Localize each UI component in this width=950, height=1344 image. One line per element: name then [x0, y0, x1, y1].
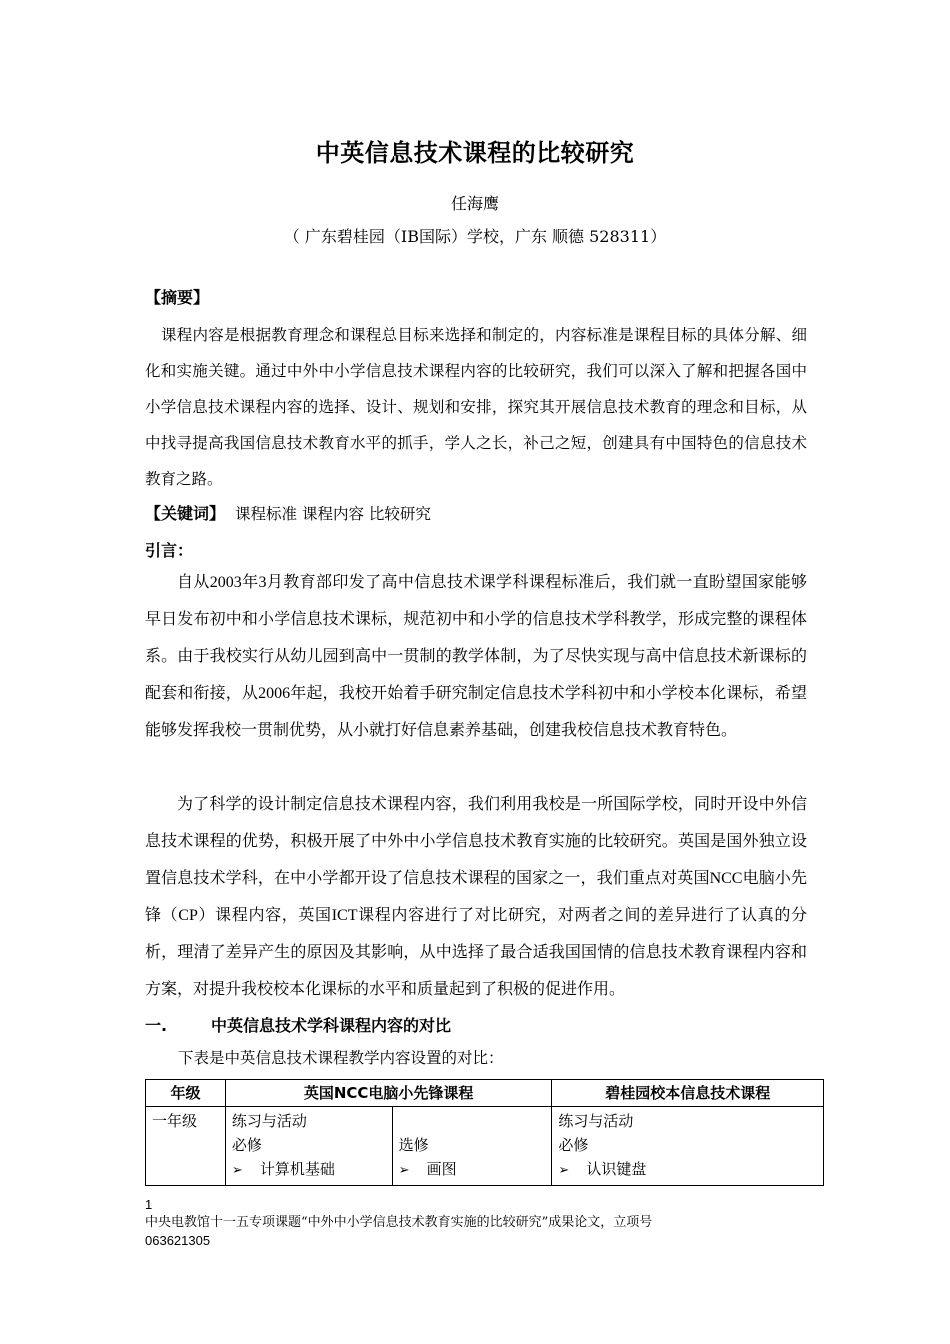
- bgy-required-item: [558, 1157, 817, 1183]
- header-grade: 年级: [146, 1080, 226, 1107]
- cell-ncc-elective: [392, 1107, 552, 1186]
- abstract-text: 课程内容是根据教育理念和课程总目标来选择和制定的，内容标准是课程目标的具体分解、细化和实施关键。通过中外中小学信息技术课程内容的比较研究，我们可以深入了解和把握各国中小学信息技术课程内容的选择、设计、规划和安排，探究其开展信息技术教育的理念和目标，从中找寻提高我国信息技术教育水平的抓手，学人之长，补己之短，创建具有中国特色的信息技术教育之路。: [145, 326, 807, 488]
- arrow-bullet-icon: ➢: [231, 1163, 243, 1178]
- ncc-elective-item-text: 画图: [426, 1160, 457, 1178]
- ncc-activity-title: 练习与活动: [231, 1112, 307, 1130]
- keywords-line: [145, 501, 807, 524]
- bgy-required-item-text: 认识键盘: [586, 1160, 647, 1178]
- intro-paragraph-1: 自从2003年3月教育部印发了高中信息技术课学科课程标准后，我们就一直盼望国家能够早日发布初中和小学信息技术课标，规范初中和小学的信息技术学科教学，形成完整的课程体系。由于我校实行从幼儿园到高中一贯制的教学体制，为了尽快实现与高中信息技术新课标的配套和衔接，从2006年起，我校开始着手研究制定信息技术学科初中和小学校本化课标，希望能够发挥我校一贯制优势，从小就打好信息素养基础，创建我校信息技术教育特色。: [145, 574, 807, 739]
- cell-bgy: [552, 1107, 824, 1186]
- ncc-required-label: 必修: [231, 1136, 262, 1154]
- footnote-text: 中央电教馆十一五专项课题“中外中小学信息技术教育实施的比较研究”成果论文，立项号: [145, 1215, 653, 1230]
- footnote-number: 1: [145, 1197, 153, 1212]
- bgy-required-label: 必修: [558, 1136, 589, 1154]
- section-heading: [145, 1013, 451, 1036]
- comparison-table: [145, 1079, 824, 1186]
- ncc-required-item: [232, 1157, 386, 1183]
- ncc-required-item-text: 计算机基础: [259, 1160, 335, 1178]
- intro-paragraph-2: 为了科学的设计制定信息技术课程内容，我们利用我校是一所国际学校，同时开设中外信息技术课程的优势，积极开展了中外中小学信息技术教育实施的比较研究。英国是国外独立设置信息技术学科，在中小学都开设了信息技术课程的国家之一，我们重点对英国NCC电脑小先锋（CP）课程内容，英国ICT课程内容进行了对比研究，对两者之间的差异进行了认真的分析，理清了差异产生的原因及其影响，从中选择了最合适我国国情的信息技术教育课程内容和方案，对提升我校校本化课标的水平和质量起到了积极的促进作用。: [145, 796, 807, 998]
- intro-label: 引言：: [145, 541, 194, 560]
- cell-ncc-required: [225, 1107, 392, 1186]
- header-bgy: 碧桂园校本信息技术课程: [552, 1080, 824, 1107]
- section-title: 中英信息技术学科课程内容的对比: [211, 1016, 452, 1035]
- keywords-text: 课程标准 课程内容 比较研究: [235, 505, 431, 523]
- grade-label: 一年级: [152, 1112, 198, 1130]
- footnote-code: 063621305: [145, 1233, 211, 1248]
- arrow-bullet-icon: ➢: [558, 1163, 570, 1178]
- table-header-row: [146, 1080, 824, 1107]
- abstract-label: 【摘要】: [145, 288, 210, 307]
- paper-title: 中英信息技术课程的比较研究: [315, 139, 635, 167]
- header-ncc: 英国NCC电脑小先锋课程: [225, 1080, 552, 1107]
- ncc-elective-label: 选修: [398, 1136, 429, 1154]
- table-row: [146, 1107, 824, 1186]
- table-intro: 下表是中英信息技术课程教学内容设置的对比：: [178, 1049, 504, 1067]
- author-name: 任海鹰: [450, 194, 499, 213]
- arrow-bullet-icon: ➢: [398, 1163, 410, 1178]
- bgy-activity-title: 练习与活动: [558, 1112, 634, 1130]
- author-affiliation: （ 广东碧桂园（IB国际）学校，广东 顺德 528311）: [283, 227, 667, 246]
- keywords-label: 【关键词】: [145, 504, 226, 523]
- section-number: 一.: [145, 1016, 168, 1035]
- cell-grade: [146, 1107, 226, 1186]
- footnote: [145, 1196, 652, 1250]
- ncc-elective-item: [399, 1157, 546, 1183]
